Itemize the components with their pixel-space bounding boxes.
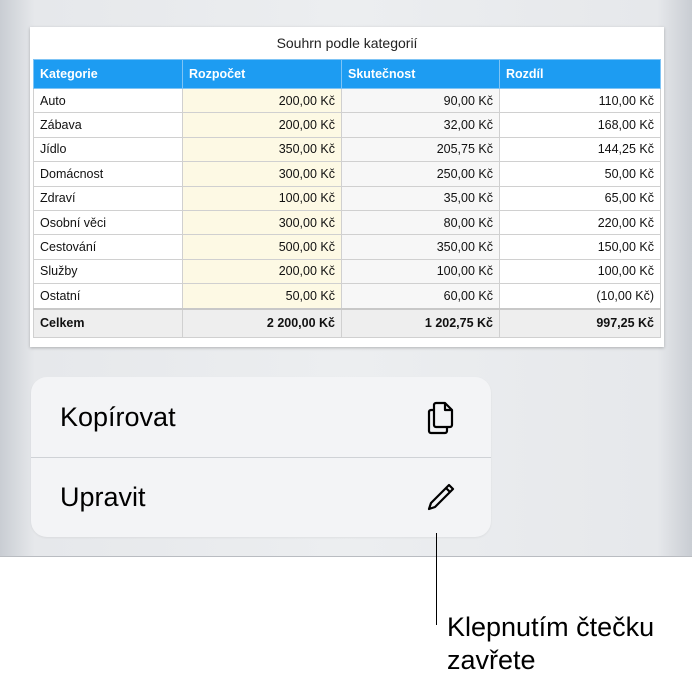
cell-category: Služby	[34, 259, 183, 283]
table-row	[34, 113, 661, 137]
header-difference: Rozdíl	[500, 60, 661, 89]
table-row	[34, 210, 661, 234]
cell-category: Auto	[34, 89, 183, 113]
cell-category: Zdraví	[34, 186, 183, 210]
header-category: Kategorie	[34, 60, 183, 89]
cell-actual: 60,00 Kč	[342, 284, 500, 309]
table-row	[34, 259, 661, 283]
pencil-icon	[422, 478, 460, 516]
cell-difference: 220,00 Kč	[500, 210, 661, 234]
cell-budget: 300,00 Kč	[183, 210, 342, 234]
cell-difference: 65,00 Kč	[500, 186, 661, 210]
context-menu	[31, 377, 491, 537]
summary-table	[33, 59, 661, 338]
copy-menu-item[interactable]	[31, 377, 491, 458]
cell-budget: 200,00 Kč	[183, 259, 342, 283]
cell-actual: 35,00 Kč	[342, 186, 500, 210]
cell-budget: 100,00 Kč	[183, 186, 342, 210]
table-title: Souhrn podle kategorií	[276, 35, 418, 51]
table-row	[34, 235, 661, 259]
cell-actual: 205,75 Kč	[342, 137, 500, 161]
cell-difference: 144,25 Kč	[500, 137, 661, 161]
cell-budget: 50,00 Kč	[183, 284, 342, 309]
cell-difference: 100,00 Kč	[500, 259, 661, 283]
table-row	[34, 186, 661, 210]
header-row	[34, 60, 661, 89]
copy-icon	[422, 398, 460, 436]
cell-budget: 300,00 Kč	[183, 162, 342, 186]
table-row	[34, 89, 661, 113]
cell-budget: 200,00 Kč	[183, 89, 342, 113]
table-row	[34, 137, 661, 161]
cell-category: Osobní věci	[34, 210, 183, 234]
cell-actual: 350,00 Kč	[342, 235, 500, 259]
cell-category: Zábava	[34, 113, 183, 137]
total-row	[34, 309, 661, 338]
total-difference: 997,25 Kč	[500, 309, 661, 338]
table-row	[34, 284, 661, 309]
cell-difference-negative: (10,00 Kč)	[500, 284, 661, 309]
spreadsheet-table-preview	[30, 27, 664, 347]
header-actual: Skutečnost	[342, 60, 500, 89]
cell-category: Domácnost	[34, 162, 183, 186]
cell-difference: 50,00 Kč	[500, 162, 661, 186]
cell-actual: 90,00 Kč	[342, 89, 500, 113]
header-budget: Rozpočet	[183, 60, 342, 89]
cell-actual: 250,00 Kč	[342, 162, 500, 186]
copy-label: Kopírovat	[60, 402, 176, 432]
total-label: Celkem	[34, 309, 183, 338]
cell-difference: 110,00 Kč	[500, 89, 661, 113]
callout-line	[436, 533, 437, 625]
cell-category: Jídlo	[34, 137, 183, 161]
total-actual: 1 202,75 Kč	[342, 309, 500, 338]
table-row	[34, 162, 661, 186]
cell-difference: 150,00 Kč	[500, 235, 661, 259]
cell-category: Ostatní	[34, 284, 183, 309]
callout-text-line1: Klepnutím čtečku	[447, 612, 655, 642]
edit-menu-item[interactable]	[31, 457, 491, 537]
cell-category: Cestování	[34, 235, 183, 259]
cell-budget: 500,00 Kč	[183, 235, 342, 259]
edit-label: Upravit	[60, 482, 146, 512]
callout-text-line2: zavřete	[447, 645, 536, 675]
cell-budget: 200,00 Kč	[183, 113, 342, 137]
cell-budget: 350,00 Kč	[183, 137, 342, 161]
cell-actual: 80,00 Kč	[342, 210, 500, 234]
cell-actual: 100,00 Kč	[342, 259, 500, 283]
cell-difference: 168,00 Kč	[500, 113, 661, 137]
cell-actual: 32,00 Kč	[342, 113, 500, 137]
callout-text	[447, 611, 687, 677]
total-budget: 2 200,00 Kč	[183, 309, 342, 338]
